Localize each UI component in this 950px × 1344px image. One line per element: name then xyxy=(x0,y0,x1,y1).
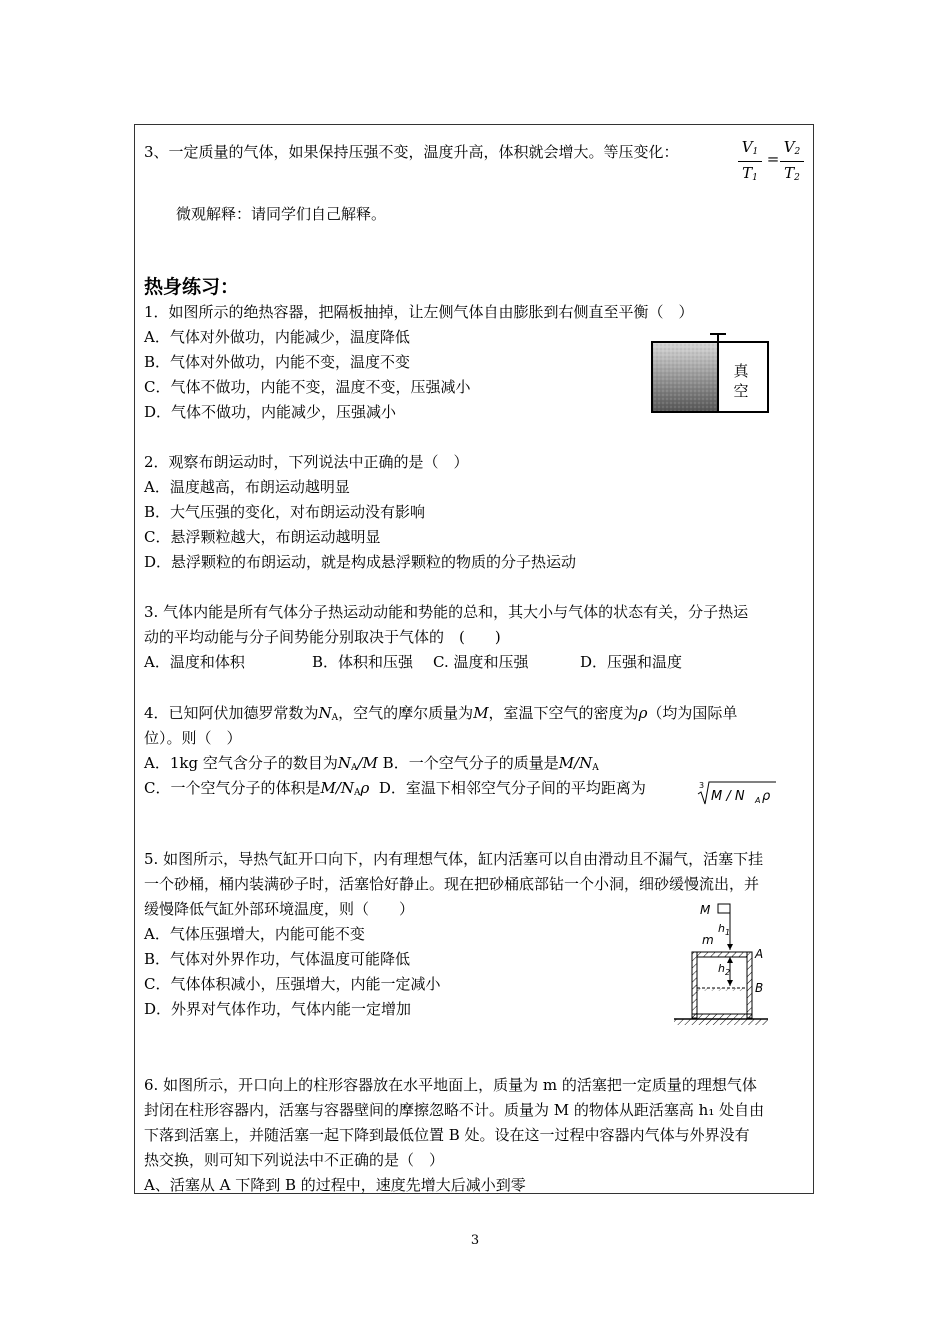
q1-option-b: B．气体对外做功，内能不变，温度不变 xyxy=(144,353,411,371)
q4-stem-line1: 4．已知阿伏加德罗常数为$N_A$，空气的摩尔质量为M，室温下空气的密度为ρ（均为国际单 xyxy=(144,704,738,723)
cylinder-left-wall xyxy=(692,952,697,1018)
radical-sub: A xyxy=(755,796,761,805)
vacuum-label-1: 真 xyxy=(733,362,749,380)
q5-option-a: A．气体压强增大，内能可能不变 xyxy=(144,925,365,943)
q1-option-a: A．气体对外做功，内能减少，温度降低 xyxy=(144,328,410,346)
q4-option-cd: C．一个空气分子的体积是$M/N_A\rho$ D．室温下相邻空气分子间的平均距离为 xyxy=(144,779,646,798)
q5-option-d: D．外界对气体作功，气体内能一定增加 xyxy=(144,1000,412,1018)
q5-stem-line2: 一个砂桶，桶内装满砂子时，活塞恰好静止。现在把砂桶底部钻一个小洞，细砂缓慢流出，并 xyxy=(144,875,760,893)
label-B: B xyxy=(755,981,764,995)
fraction-bar-left xyxy=(738,161,762,162)
q2-option-d: D．悬浮颗粒的布朗运动，就是构成悬浮颗粒的物质的分子热运动 xyxy=(144,553,577,571)
cube-root-expression xyxy=(696,778,780,808)
q2-option-b: B．大气压强的变化，对布朗运动没有影响 xyxy=(144,503,426,521)
q3-option-b: B．体积和压强 xyxy=(312,653,414,671)
ground-hatch xyxy=(674,1019,768,1025)
p3-text: 3、一定质量的气体，如果保持压强不变，温度升高，体积就会增大。等压变化： xyxy=(144,143,679,161)
q5-option-c: C．气体体积减小，压强增大，内能一定减小 xyxy=(144,975,441,993)
falling-mass-block xyxy=(718,904,730,913)
micro-explanation: 微观解释：请同学们自己解释。 xyxy=(176,205,387,223)
q2-option-a: A．温度越高，布朗运动越明显 xyxy=(144,478,350,496)
cylinder-piston-figure xyxy=(668,900,778,1028)
formula-t1: T xyxy=(742,164,753,182)
radical-index: 3 xyxy=(699,781,705,790)
fraction-bar-right xyxy=(780,161,804,162)
formula-v2: V xyxy=(783,138,795,156)
q4-stem-line2: 位）。则（ ） xyxy=(144,729,242,747)
q6-line3: 下落到活塞上，并随活塞一起下降到最低位置 B 处。设在这一过程中容器内气体与外界没有 xyxy=(144,1126,750,1144)
formula-t2: T xyxy=(784,164,795,182)
insulated-container-figure xyxy=(650,330,772,416)
warmup-heading: 热身练习： xyxy=(144,276,240,298)
q2-stem: 2．观察布朗运动时，下列说法中正确的是（ ） xyxy=(144,453,469,471)
q5-stem-line3: 缓慢降低气缸外部环境温度，则（ ） xyxy=(144,900,415,918)
q1-stem: 1．如图所示的绝热容器，把隔板抽掉，让左侧气体自由膨胀到右侧直至平衡（ ） xyxy=(144,303,694,321)
q2-option-c: C．悬浮颗粒越大，布朗运动越明显 xyxy=(144,528,381,546)
q6-line2: 封闭在柱形容器内，活塞与容器壁间的摩擦忽略不计。质量为 M 的物体从距活塞高 h₁ 处自由 xyxy=(144,1101,765,1119)
formula-v1: V xyxy=(741,138,753,156)
label-m: m xyxy=(702,933,714,947)
q3-stem-line1: 3. 气体内能是所有气体分子热运动动能和势能的总和，其大小与气体的状态有关，分子热运 xyxy=(144,603,749,621)
q6-line1: 6. 如图所示，开口向上的柱形容器放在水平地面上，质量为 m 的活塞把一定质量的理想气体 xyxy=(144,1076,757,1094)
cylinder-right-wall xyxy=(747,952,752,1018)
q6-line4: 热交换，则可知下列说法中不正确的是（ ） xyxy=(144,1151,445,1169)
q3-option-d: D．压强和温度 xyxy=(580,653,683,671)
label-h2: $h_2$ xyxy=(718,962,731,977)
q4-option-ab: A．1kg 空气含分子的数目为$N_A/M$ B．一个空气分子的质量是$M/N_A$ xyxy=(144,754,599,773)
radical-rho: ρ xyxy=(762,789,771,804)
label-h1: $h_1$ xyxy=(718,922,731,937)
q3-option-c: C. 温度和压强 xyxy=(433,653,529,671)
q3-stem-line2: 动的平均动能与分子间势能分别取决于气体的 ( ) xyxy=(144,628,501,646)
piston-top xyxy=(697,952,747,957)
radical-body: M / N xyxy=(711,789,745,804)
page-number: 3 xyxy=(470,1233,480,1248)
vacuum-label-2: 空 xyxy=(733,382,749,400)
q1-option-d: D．气体不做功，内能减少，压强减小 xyxy=(144,403,397,421)
label-M: M xyxy=(700,903,711,917)
q5-stem-line1: 5. 如图所示，导热气缸开口向下，内有理想气体，缸内活塞可以自由滑动且不漏气，活塞下挂 xyxy=(144,850,764,868)
q1-option-c: C．气体不做功，内能不变，温度不变，压强减小 xyxy=(144,378,471,396)
formula-equals: = xyxy=(766,150,780,168)
q5-option-b: B．气体对外界作功，气体温度可能降低 xyxy=(144,950,411,968)
q3-option-a: A．温度和体积 xyxy=(144,653,245,671)
label-A: A xyxy=(755,947,764,961)
q6-option-a: A、活塞从 A 下降到 B 的过程中，速度先增大后减小到零 xyxy=(144,1176,526,1194)
